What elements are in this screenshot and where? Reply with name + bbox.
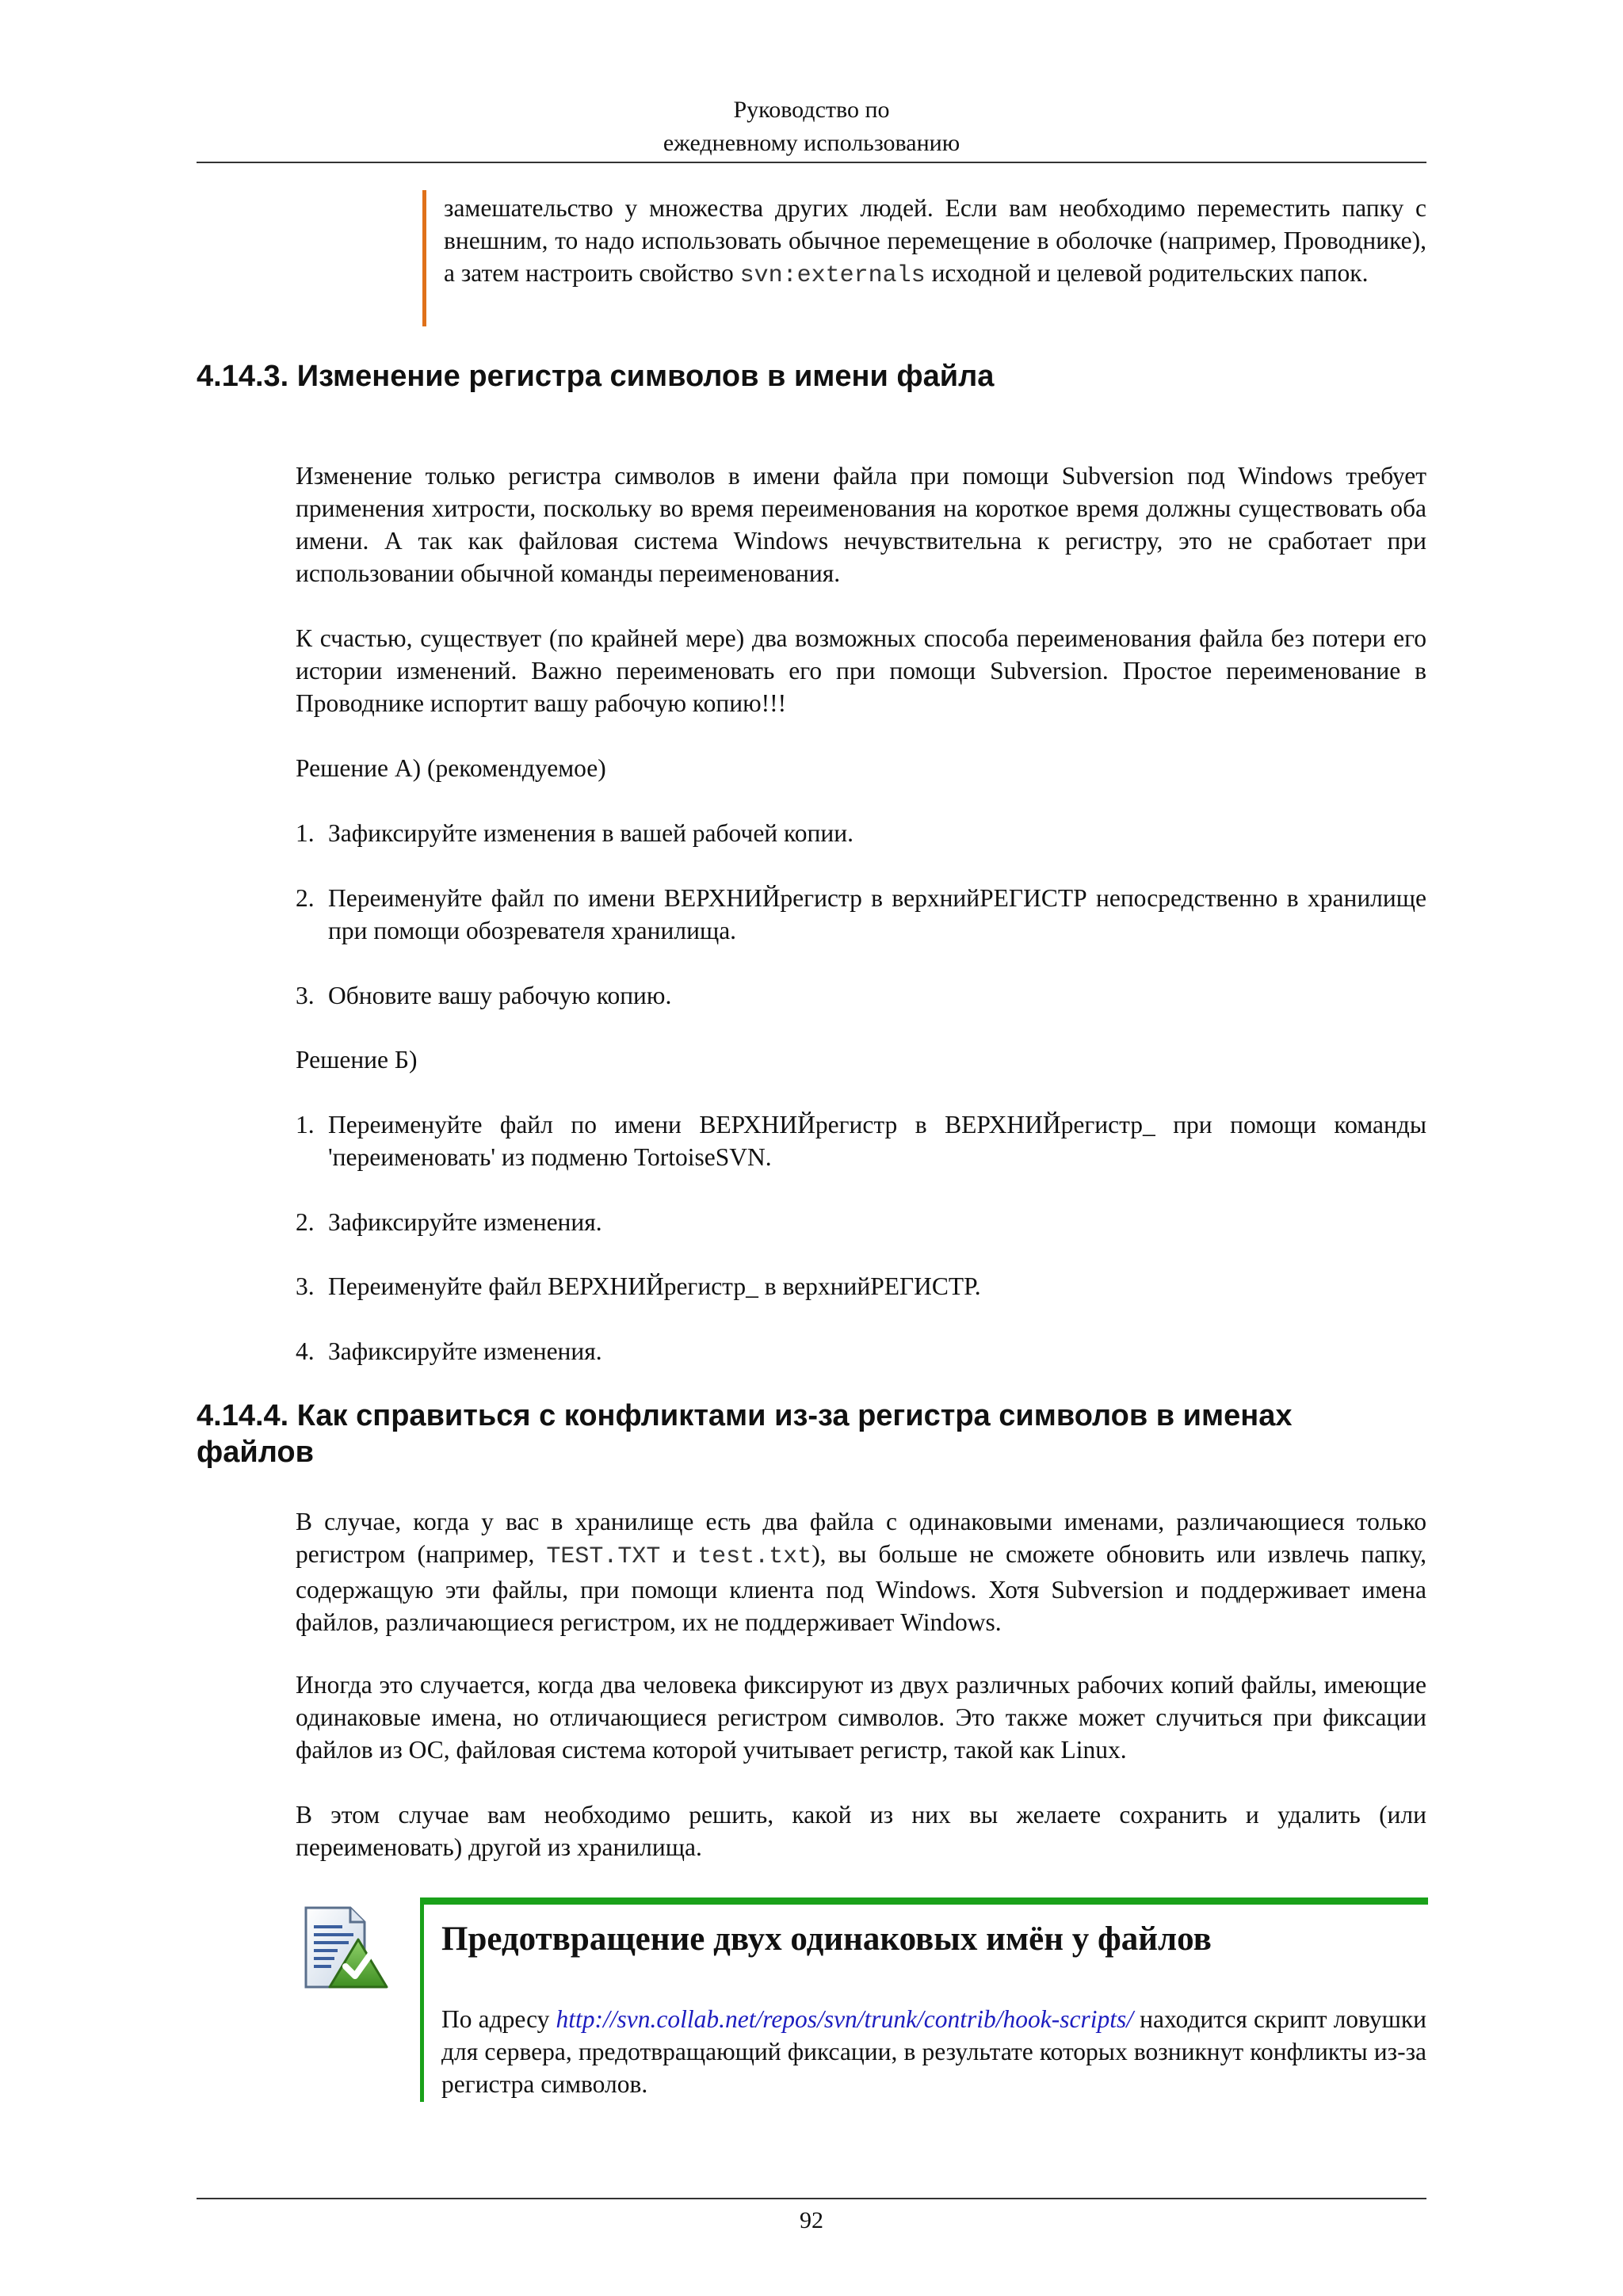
footer-divider [197, 2198, 1426, 2199]
tip-left-border [420, 1897, 424, 2102]
section-heading-4-14-3: 4.14.3. Изменение регистра символов в имени файла [197, 360, 995, 393]
tip-document-check-icon [301, 1905, 390, 1993]
code-svn-externals: svn:externals [739, 262, 926, 289]
tip-paragraph: По адресу http://svn.collab.net/repos/svn/trunk/contrib/hook-scripts/ находится скрипт ловушки для сервера, предотвращающий фиксации, в результате которых возникнут конфликты из-за регистра символов. [441, 2005, 1426, 2098]
paragraph-how-it-happens: Иногда это случается, когда два человека фиксируют из двух различных рабочих копий файлы, имеющие одинаковые имена, но отличающиеся регистром символов. Это также может случиться при фиксации файлов из ОС, файловая система которой учитывает регистр, такой как Linux. [296, 1671, 1426, 1764]
tip-top-border [420, 1897, 1428, 1905]
solution-a-label: Решение А) (рекомендуемое) [296, 754, 606, 782]
header-divider [197, 162, 1426, 163]
paragraph-decide: В этом случае вам необходимо решить, какой из них вы желаете сохранить и удалить (или переименовать) другой из хранилища. [296, 1801, 1426, 1861]
warning-side-bar [422, 190, 426, 326]
paragraph-rename-case: Изменение только регистра символов в имени файла при помощи Subversion под Windows требует применения хитрости, поскольку во время переименования на короткое время должны существовать оба имени. А так как файловая система Windows нечувствительна к регистру, это не сработает при использовании обычной команды переименования. [296, 462, 1426, 587]
solution-b-label: Решение Б) [296, 1046, 418, 1074]
tip-title: Предотвращение двух одинаковых имён у файлов [441, 1920, 1212, 1958]
code-test-upper: TEST.TXT [546, 1543, 661, 1570]
header-line-1: Руководство по [733, 97, 890, 123]
running-header [197, 93, 1426, 160]
section-heading-4-14-4-line1: 4.14.4. Как справиться с конфликтами из-за регистра символов в именах [197, 1399, 1293, 1432]
section-heading-4-14-4 [197, 1398, 1426, 1470]
header-line-2: ежедневному использованию [663, 130, 960, 156]
continuation-text-2: исходной и целевой родительских папок. [925, 259, 1369, 287]
hook-scripts-link[interactable]: http://svn.collab.net/repos/svn/trunk/contrib/hook-scripts/ [556, 2005, 1134, 2033]
page-number: 92 [800, 2207, 823, 2233]
section-heading-4-14-4-line2: файлов [197, 1436, 314, 1469]
document-page: Руководство по ежедневному использованию замешательство у множества других людей. Если вам необходимо переместить папку с внешним, то надо использовать обычное перемещение в оболочке (например, Проводнике), а затем настроить свойство svn:externals исходной и целевой родительских папок. 4.14.3. Изменение регистра символов в имени файла Изменение только регистра символов в имени файла при помощи Subversion под Windows требует применения хитрости, поскольку во время переименования на короткое время должны существовать оба имени. А так как файловая система Windows нечувствительна к регистру, это не сработает при использовании обычной команды переименования. К счастью, существует (по крайней мере) два возможных способа переименования файла без потери его истории изменений. Важно переименовать его при помощи Subversion. Простое переименование в Проводнике испортит вашу рабочую копию!!! Решение А) (рекомендуемое) 1. Зафиксируйте изменения в вашей рабочей копии. 2. Переименуйте файл по имени ВЕРХНИЙрегистр в верхнийРЕГИСТР непосредственно в хранилище при помощи обозревателя хранилища. 3. Обновите вашу рабочую копию. Решение Б) 1. Переименуйте файл по имени ВЕРХНИЙрегистр в ВЕРХНИЙрегистр_ при помощи команды 'переименовать' из подменю TortoiseSVN. 2. Зафиксируйте изменения. 3. Переименуйте файл ВЕРХНИЙрегистр_ в верхнийРЕГИСТР. 4. Зафиксируйте изменения. 4.14.4. Как справиться с конфликтами из-за регистра символов в именах файлов В случае, когда у вас в хранилище есть два файла с одинаковыми именами, различающиеся только регистром (например, TEST.TXT и test.txt), вы больше не сможете обновить или извлечь папку, содержащую эти файлы, при помощи клиента под Windows. Хотя Subversion и поддерживает имена файлов, различающиеся регистром, их не поддерживает Windows. Иногда это случается, когда два человека фиксируют из двух различных рабочих копий файлы, имеющие одинаковые имена, но отличающиеся регистром символов. Это также может случиться при фиксации файлов из ОС, файловая система которой учитывает регистр, такой как Linux. В этом случае вам необходимо решить, какой из них вы желаете сохранить и удалить (или переименовать) другой из хранилища. Предотвращение двух одинаковых имён у файлов По адресу http://svn.collab.net/repos/svn/trunk/contrib/hook-scripts/ находится скрипт ловушки для сервера, предотвращающий фиксации, в результате которых возникнут конфликты из-за регистра символов. 92 [0, 0, 1623, 2296]
paragraph-case-conflict: В случае, когда у вас в хранилище есть два файла с одинаковыми именами, различающиеся только регистром (например, TEST.TXT и test.txt), вы больше не сможете обновить или извлечь папку, содержащую эти файлы, при помощи клиента под Windows. Хотя Subversion и поддерживает имена файлов, различающиеся регистром, их не поддерживает Windows. [296, 1508, 1426, 1636]
continuation-paragraph [444, 192, 1426, 292]
code-test-lower: test.txt [697, 1543, 812, 1570]
continuation-text-1: замешательство у множества других людей. Если вам необходимо переместить папку с внешним, то надо использовать обычное перемещение в оболочке (например, Проводнике), а затем настроить свойство [444, 194, 1426, 287]
paragraph-two-ways: К счастью, существует (по крайней мере) два возможных способа переименования файла без потери его истории изменений. Важно переименовать его при помощи Subversion. Простое переименование в Проводнике испортит вашу рабочую копию!!! [296, 624, 1426, 717]
